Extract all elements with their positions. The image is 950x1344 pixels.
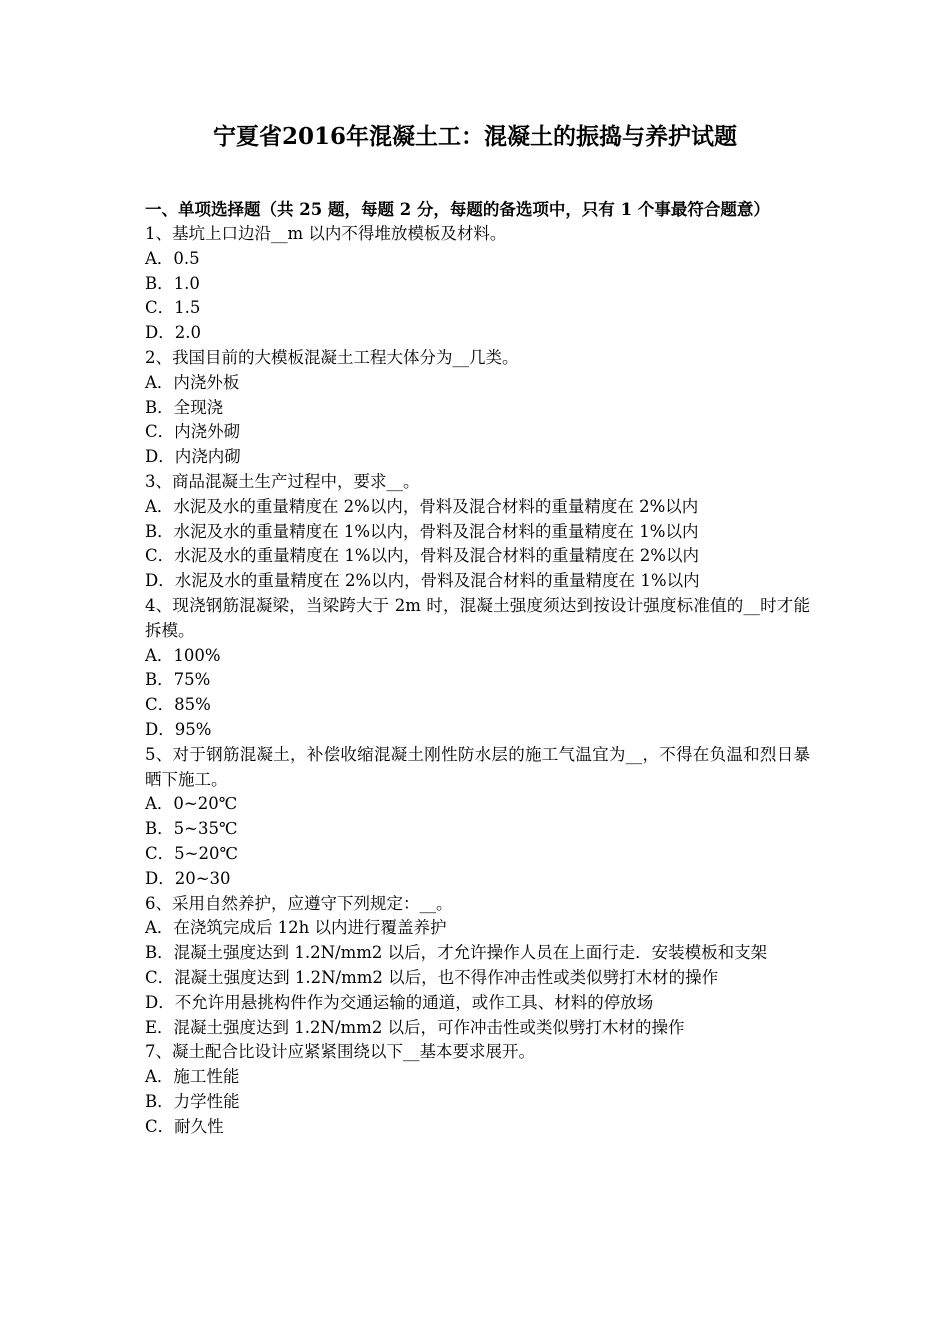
option-c: C．水泥及水的重量精度在 1%以内，骨料及混合材料的重量精度在 2%以内: [145, 546, 699, 566]
question-stem: 1、基坑上口边沿__m 以内不得堆放模板及材料。: [145, 224, 507, 243]
option-d: D．2.0: [145, 323, 201, 343]
option-a: A．在浇筑完成后 12h 以内进行覆盖养护: [145, 918, 447, 938]
question-stem: 2、我国目前的大模板混凝土工程大体分为__几类。: [145, 347, 519, 367]
option-c: C．混凝土强度达到 1.2N/mm2 以后，也不得作冲击性或类似劈打木材的操作: [145, 967, 719, 987]
option-e: E．混凝土强度达到 1.2N/mm2 以后，可作冲击性或类似劈打木材的操作: [145, 1017, 685, 1037]
document-body: [145, 197, 810, 1139]
question-4: [145, 594, 810, 743]
option-c: C．耐久性: [145, 1116, 224, 1136]
option-a: A．施工性能: [145, 1067, 240, 1087]
option-c: C．5~20℃: [145, 843, 238, 863]
option-b: B．全现浇: [145, 397, 224, 417]
section-heading: 一、单项选择题（共 25 题，每题 2 分，每题的备选项中，只有 1 个事最符合题意）: [145, 200, 770, 219]
option-b: B．力学性能: [145, 1091, 240, 1111]
option-b: B．1.0: [145, 273, 200, 293]
option-b: B．混凝土强度达到 1.2N/mm2 以后，才允许操作人员在上面行走．安装模板和支架: [145, 943, 768, 963]
question-1: [145, 222, 810, 346]
question-stem: 6、采用自然养护，应遵守下列规定：__。: [145, 893, 453, 913]
question-2: [145, 346, 810, 470]
question-stem: 3、商品混凝土生产过程中，要求__。: [145, 471, 420, 491]
option-c: C．85%: [145, 695, 211, 715]
question-7: [145, 1040, 810, 1139]
option-a: A．水泥及水的重量精度在 2%以内，骨料及混合材料的重量精度在 2%以内: [145, 496, 699, 516]
question-6: [145, 892, 810, 1041]
option-d: D．不允许用悬挑构件作为交通运输的通道，或作工具、材料的停放场: [145, 992, 654, 1012]
question-stem: 7、凝土配合比设计应紧紧围绕以下__基本要求展开。: [145, 1042, 535, 1062]
option-b: B．5~35℃: [145, 819, 238, 839]
question-3: [145, 470, 810, 594]
option-a: A．100%: [145, 645, 221, 665]
option-d: D．水泥及水的重量精度在 2%以内，骨料及混合材料的重量精度在 1%以内: [145, 571, 700, 591]
option-d: D．内浇内砌: [145, 447, 241, 467]
option-d: D．95%: [145, 719, 212, 739]
option-a: A．0.5: [145, 248, 200, 268]
option-b: B．75%: [145, 670, 211, 690]
option-d: D．20~30: [145, 868, 231, 888]
document-title: 宁夏省2016年混凝土工：混凝土的振捣与养护试题: [212, 123, 737, 150]
question-stem: 4、现浇钢筋混凝梁，当梁跨大于 2m 时，混凝土强度须达到按设计强度标准值的__时才能拆模。: [145, 595, 810, 640]
option-c: C．内浇外砌: [145, 422, 241, 442]
option-a: A．内浇外板: [145, 372, 240, 392]
option-a: A．0~20℃: [145, 794, 238, 814]
question-5: [145, 743, 810, 892]
option-c: C．1.5: [145, 298, 201, 318]
question-stem: 5、对于钢筋混凝土，补偿收缩混凝土刚性防水层的施工气温宜为__，不得在负温和烈日暴晒下施工。: [145, 744, 810, 789]
option-b: B．水泥及水的重量精度在 1%以内，骨料及混合材料的重量精度在 1%以内: [145, 521, 699, 541]
